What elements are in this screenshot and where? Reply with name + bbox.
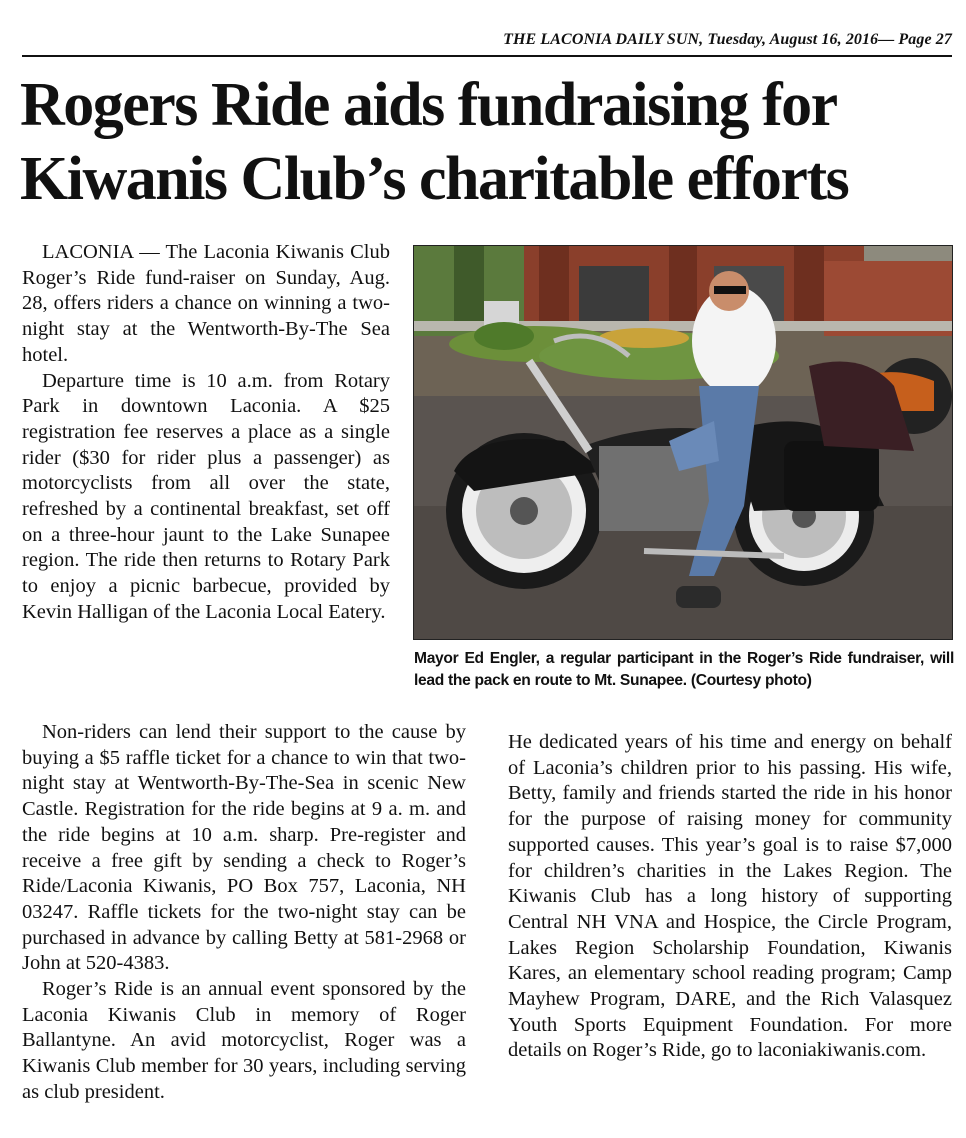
motorcycle-photo [414, 246, 953, 640]
paragraph-departure: Departure time is 10 a.m. from Rotary Park in downtown Laconia. A $25 registration fee reserves a place as a single rider ($30 for rider plus a passenger) as motorcyclists from all over the state, refreshed by a continental breakfast, set off on a three-hour jaunt to the Lake Sunapee region. The ride then returns to Rotary Park to enjoy a picnic barbecue, provided by Kevin Halligan of the Laconia Local Eatery. [22, 369, 390, 623]
lower-left-column [22, 720, 466, 1106]
paragraph-non-riders: Non-riders can lend their support to the cause by buying a $5 raffle ticket for a chance to win that two-night stay at Wentworth-By-The-Sea in scenic New Castle. Registration for the ride begins at 9 a. m. and the ride begins at 10 a.m. sharp. Pre-register and receive a free gift by sending a check to Roger’s Ride/Laconia Kiwanis, PO Box 757, Laconia, NH 03247. Raffle tickets for the two-night stay can be purchased in advance by calling Betty at 581-2968 or John at 520-4383. [22, 721, 466, 975]
article-photo [413, 245, 953, 640]
paragraph-dedication: He dedicated years of his time and energy on behalf of Laconia’s children prior to his passing. His wife, Betty, family and friends started the ride in his honor for the purpose of raising money for community supported causes. This year’s goal is to raise $7,000 for children’s charities in the Lakes Region. The Kiwanis Club has a long history of supporting Central NH VNA and Hospice, the Circle Program, Lakes Region Scholarship Foundation, Kiwanis Kares, an elementary school reading program; Camp Mayhew Program, DARE, and the Rich Valasquez Youth Sports Equipment Foundation. For more details on Roger’s Ride, go to laconiakiwanis.com. [508, 731, 952, 1062]
right-column [508, 730, 952, 1064]
paragraph-dateline: LACONIA — The Laconia Kiwanis Club Roger’s Ride fund-raiser on Sunday, Aug. 28, offers riders a chance on winning a two-night stay at the Wentworth-By-The Sea hotel. [22, 241, 390, 366]
headline-line-1: Rogers Ride aids fundraising for [20, 71, 837, 139]
headline-line-2: Kiwanis Club’s charitable efforts [20, 145, 849, 213]
paragraph-rogers-ride: Roger’s Ride is an annual event sponsored by the Laconia Kiwanis Club in memory of Roger Ballantyne. An avid motorcyclist, Roger was a Kiwanis Club member for 30 years, including serving as club president. [22, 978, 466, 1103]
running-head: THE LACONIA DAILY SUN, Tuesday, August 16, 2016— Page 27 [503, 31, 952, 48]
headline [20, 68, 956, 216]
left-column [22, 240, 390, 626]
header-rule [22, 55, 952, 57]
photo-caption: Mayor Ed Engler, a regular participant in the Roger’s Ride fundraiser, will lead the pack en route to Mt. Sunapee. (Courtesy photo) [414, 650, 954, 689]
